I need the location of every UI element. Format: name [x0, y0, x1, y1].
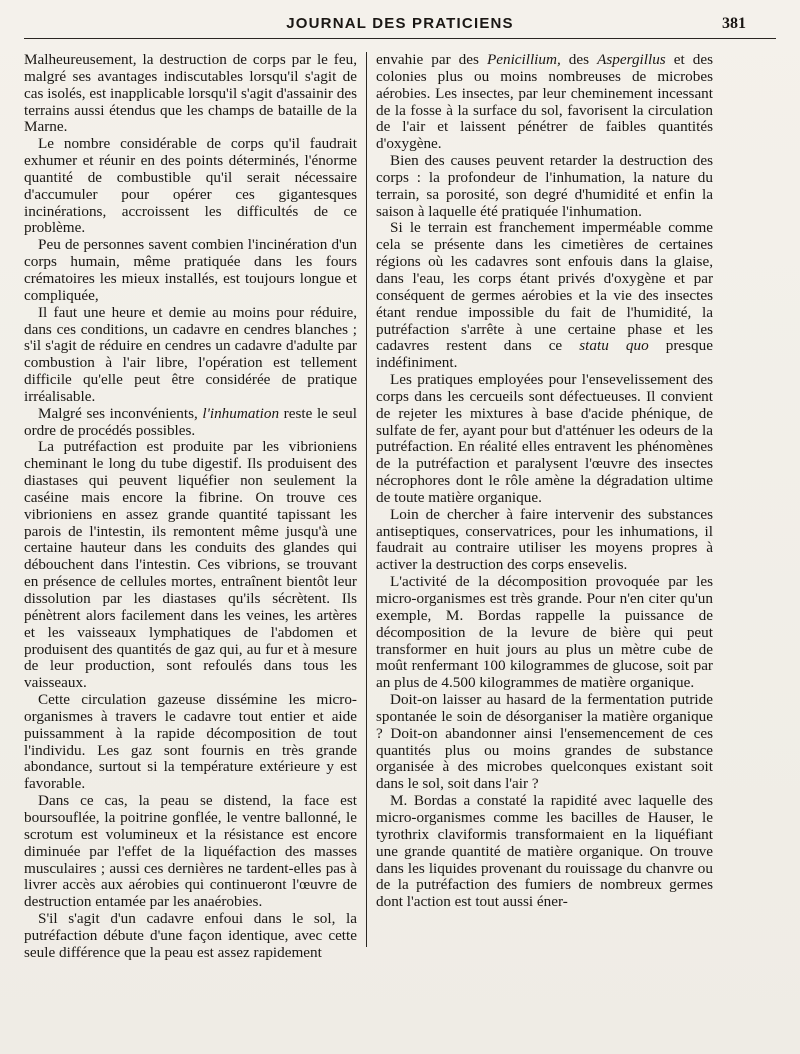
paragraph: M. Bordas a constaté la rapidité avec laquelle des micro-organismes comme les bacilles de Hauser, le tyrothrix claviformis transformaient en la liquéfiant une grande quantité de matière organique. On trouve dans les liquides provenant du rouissage du chanvre ou de la putréfaction des fumiers de nombreux germes dont l'action est tout aussi éner-: [376, 792, 713, 911]
text-run: envahie par des: [376, 51, 487, 68]
paragraph: L'activité de la décomposition provoquée par les micro-organismes est très grande. Pour n'en citer qu'un exemple, M. Bordas rappelle la puissance de décomposition de la levure de bière qui peut transformer en huit jours au plus un mètre cube de moût renfermant 100 kilogrammes de glucose, soit par an plus de 4.500 kilogrammes de matière organique.: [376, 573, 713, 692]
italic-term: Aspergillus: [597, 51, 666, 68]
paragraph: [376, 220, 713, 372]
italic-term: l'inhumation: [202, 404, 280, 422]
text-run: reste le seul ordre de procédés possibles.: [24, 404, 357, 439]
text-run: des: [560, 51, 598, 68]
page-number: 381: [722, 15, 746, 32]
text-run: Malgré ses inconvénients,: [38, 404, 203, 422]
journal-title: JOURNAL DES PRATICIENS: [286, 15, 514, 32]
paragraph: Peu de personnes savent combien l'incinération d'un corps humain, même pratiquée dans les fours crématoires les mieux installés, est toujours longue et compliquée,: [24, 236, 357, 304]
text-run: et des colonies plus ou moins nombreuses de microbes aérobies. Les insectes, par leur cheminement incessant de la fosse à la surface du sol, favorisent la circulation de l'air et laissent pénétrer de faibles quantités d'oxygène.: [376, 51, 713, 153]
italic-term: statu quo: [579, 337, 649, 355]
paragraph: Les pratiques employées pour l'ensevelissement des corps dans les cercueils sont défectueuses. Il convient de rejeter les mixtures à base d'acide phénique, de sulfate de fer, ayant pour but d'atténuer les odeurs de la putréfaction. En réalité elles entravent les phénomènes de la putréfaction et paralysent l'œuvre des insectes nécrophores dont le rôle amène la dégradation ultime de toute matière organique.: [376, 371, 713, 506]
text-run: presque indéfiniment.: [376, 337, 713, 372]
paragraph: Dans ce cas, la peau se distend, la face est boursouflée, la poitrine gonflée, le ventre ballonné, le scrotum est volumineux et la résistance est encore diminuée par l'effet de la liquéfaction des masses musculaires ; aussi ces dernières ne tardent-elles pas à livrer accès aux aérobies qui continueront l'œuvre de destruction entamée par les anaérobies.: [24, 792, 357, 911]
paragraph: Il faut une heure et demie au moins pour réduire, dans ces conditions, un cadavre en cendres blanches ; s'il s'agit de réduire en cendres un cadavre d'adulte par combustion à l'air libre, l'opération est tellement difficile qu'elle peut être considérée de pratique irréalisable.: [24, 303, 357, 405]
paragraph: [24, 406, 357, 440]
running-header: [24, 12, 776, 39]
italic-term: Penicillium,: [486, 51, 561, 68]
paragraph: [376, 52, 713, 153]
paragraph: Bien des causes peuvent retarder la destruction des corps : la profondeur de l'inhumation, la nature du terrain, sa porosité, son degré d'humidité et enfin la saison à laquelle été pratiquée l'inhumation.: [376, 152, 713, 220]
paragraph: Malheureusement, la destruction de corps par le feu, malgré ses avantages indiscutables lorsqu'il s'agit de cas isolés, est inapplicable lorsqu'il s'agit d'assainir des terrains aussi étendus que les champs de bataille de la Marne.: [24, 51, 357, 136]
paragraph: Le nombre considérable de corps qu'il faudrait exhumer et réunir en des points déterminés, l'énorme quantité de combustible qu'il serait nécessaire d'accumuler pour opérer ces gigantesques incinérations, accroissent les difficultés de ce problème.: [24, 135, 357, 237]
column-divider: [366, 52, 367, 947]
paragraph: Cette circulation gazeuse dissémine les micro-organismes à travers le cadavre tout entier et aide puissamment à la rapide décomposition de tout l'individu. Les gaz sont fournis en très grande abondance, surtout si la température extérieure y est favorable.: [24, 691, 357, 793]
right-column: [376, 52, 713, 911]
left-column: [24, 52, 357, 962]
paragraph: Doit-on laisser au hasard de la fermentation putride spontanée le soin de désorganiser la matière organique ? Doit-on abandonner ainsi l'ensemencement de ces quantités plus ou moins grandes de substance organisée à des microbes quelconques existant soit dans le sol, soit dans l'air ?: [376, 691, 713, 793]
paragraph: S'il s'agit d'un cadavre enfoui dans le sol, la putréfaction débute d'une façon identique, avec cette seule différence que la peau est assez rapidement: [24, 910, 357, 961]
paragraph: La putréfaction est produite par les vibrioniens cheminant le long du tube digestif. Ils produisent des diastases qui peuvent liquéfier non seulement la caséine mais encore la fibrine. On trouve ces vibrioniens en assez grande quantité tapissant les parois de l'intestin, ils remontent même jusqu'à une certaine hauteur dans les conduits des glandes qui débouchent dans l'intestin. Ces vibrions, se trouvant en présence de cellules mortes, entraînent bientôt leur dissolution par les diastases qu'ils sécrètent. Ils pénètrent alors facilement dans les veines, les artères et les vaisseaux lymphatiques de l'abdomen et produisent des quantités de gaz qui, au fur et à mesure de leur production, sont refoulés dans tous les vaisseaux.: [24, 438, 357, 692]
paragraph: Loin de chercher à faire intervenir des substances antiseptiques, conservatrices, pour les inhumations, il faudrait au contraire utiliser les moyens propres à activer la destruction des corps ensevelis.: [376, 505, 713, 574]
text-run: Si le terrain est franchement imperméable comme cela se présente dans les cimetières de certaines régions où les cadavres sont enfouis dans la glaise, dans l'eau, les corps étant privés d'oxygène et par conséquent de germes aérobies et la vie des insectes étant rendue impossible du fait de l'humidité, la putréfaction s'arrête à une certaine phase et les cadavres restent dans ce: [376, 219, 713, 355]
